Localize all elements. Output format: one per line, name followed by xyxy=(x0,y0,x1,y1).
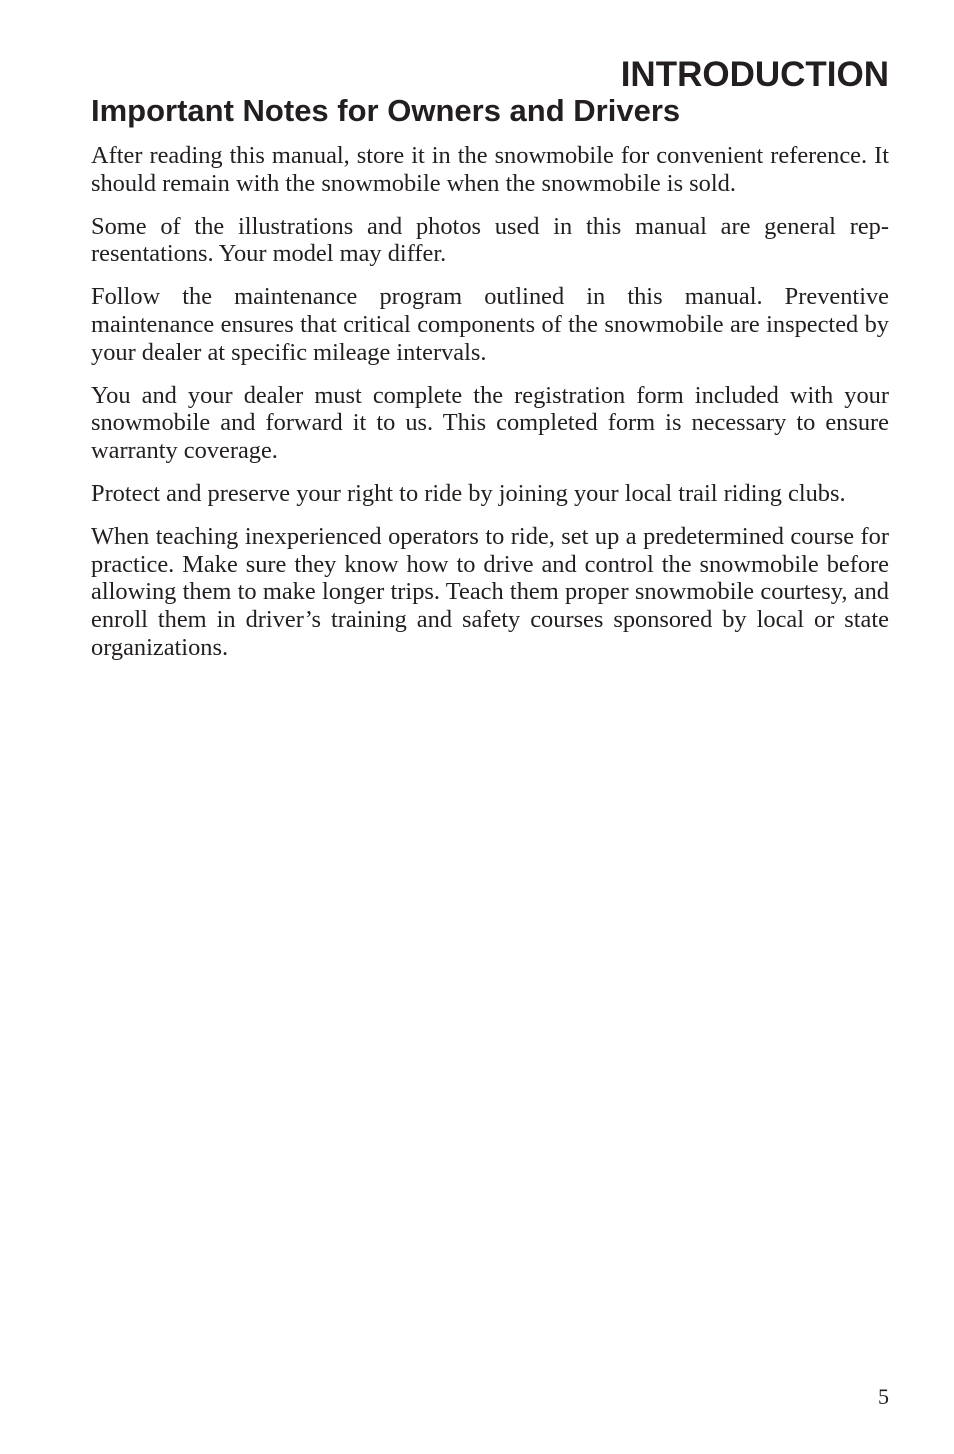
section-title: INTRODUCTION xyxy=(620,55,889,94)
manual-page xyxy=(91,0,889,1454)
body-text xyxy=(91,142,889,677)
paragraph-training: When teaching inexperienced operators to ride, set up a predetermined course for practice. Make sure they know how to drive and control the snowmobile before allowing them to make longer trips. Teach them proper snowmobile courtesy, and enroll them in driver’s training and safety courses sponsored by local or state organizations. xyxy=(91,522,889,661)
paragraph-storage: After reading this manual, store it in the snowmobile for convenient reference. It should remain with the snowmobile when the snowmobile is sold. xyxy=(91,142,889,197)
paragraph-maintenance: Follow the maintenance program outlined in this manual. Preventive maintenance ensures that critical components of the snowmobile are inspected by your dealer at specific mileage intervals. xyxy=(91,283,889,366)
paragraph-illustrations: Some of the illustrations and photos used in this manual are general representations. Your model may differ. xyxy=(91,212,889,268)
page-number: 5 xyxy=(878,1384,889,1409)
page-heading: Important Notes for Owners and Drivers xyxy=(91,93,681,128)
paragraph-trail-clubs: Protect and preserve your right to ride by joining your local trail riding clubs. xyxy=(91,479,846,507)
paragraph-registration: You and your dealer must complete the registration form included with your snowmobile and forward it to us. This completed form is necessary to ensure warranty coverage. xyxy=(91,381,889,465)
